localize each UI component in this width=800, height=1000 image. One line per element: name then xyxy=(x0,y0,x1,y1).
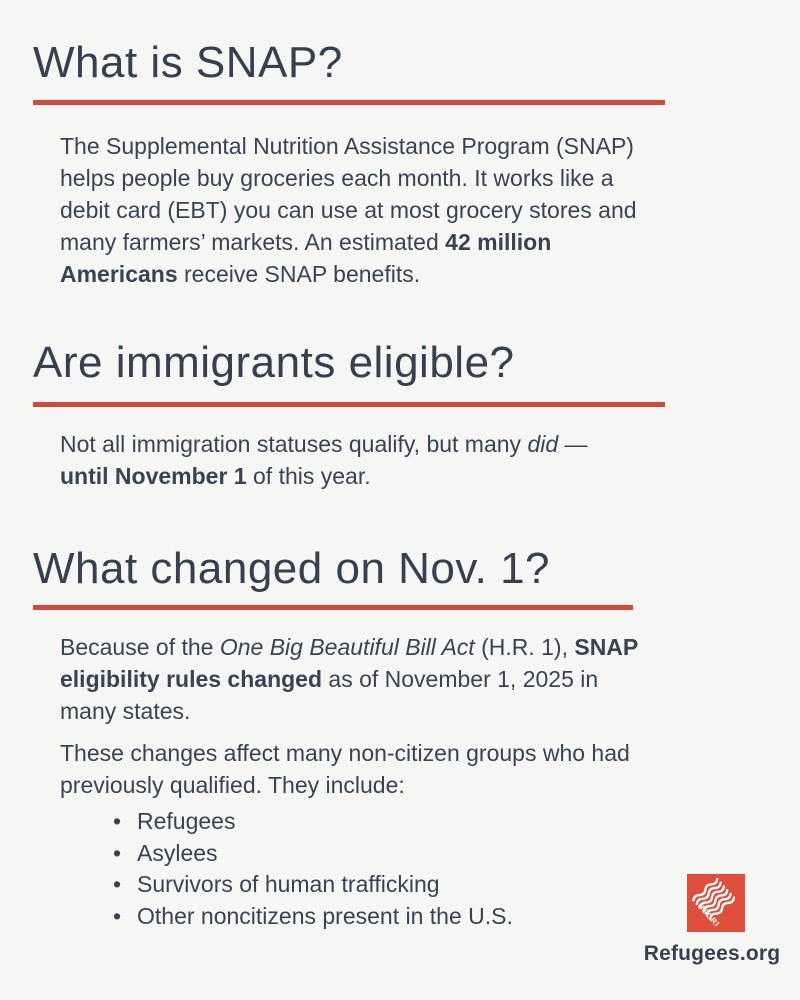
section-heading-what-changed: What changed on Nov. 1? xyxy=(33,544,551,593)
list-item: • Survivors of human trafficking xyxy=(113,869,513,901)
paragraph-snap-description: The Supplemental Nutrition Assistance Program (SNAP) helps people buy groceries each month. It works like a debit card (EBT) you can use at most grocery stores and many farmers’ markets. An estimated 42 million Americans receive SNAP benefits. xyxy=(60,133,637,287)
heading-underline xyxy=(33,402,665,407)
section-heading-are-immigrants-eligible: Are immigrants eligible? xyxy=(33,338,515,387)
section-heading-what-is-snap: What is SNAP? xyxy=(33,38,343,87)
uscri-logo-text: USCRI xyxy=(695,901,722,929)
list-item: • Other noncitizens present in the U.S. xyxy=(113,901,513,933)
paragraph-bill-act: Because of the One Big Beautiful Bill Act (H.R. 1), SNAP eligibility rules changed as of November 1, 2025 in many states. xyxy=(60,634,639,724)
affected-groups-list xyxy=(113,806,513,932)
heading-underline xyxy=(33,100,665,105)
heading-underline xyxy=(33,605,633,610)
uscri-flag-logo-icon xyxy=(687,874,745,932)
brand-url: Refugees.org xyxy=(643,942,781,965)
paragraph-affected-groups: These changes affect many non-citizen groups who had previously qualified. They include: xyxy=(60,740,630,798)
paragraph-eligibility: Not all immigration statuses qualify, but many did — until November 1 of this year. xyxy=(60,431,588,489)
list-item: • Refugees xyxy=(113,806,513,838)
list-item: • Asylees xyxy=(113,838,513,870)
